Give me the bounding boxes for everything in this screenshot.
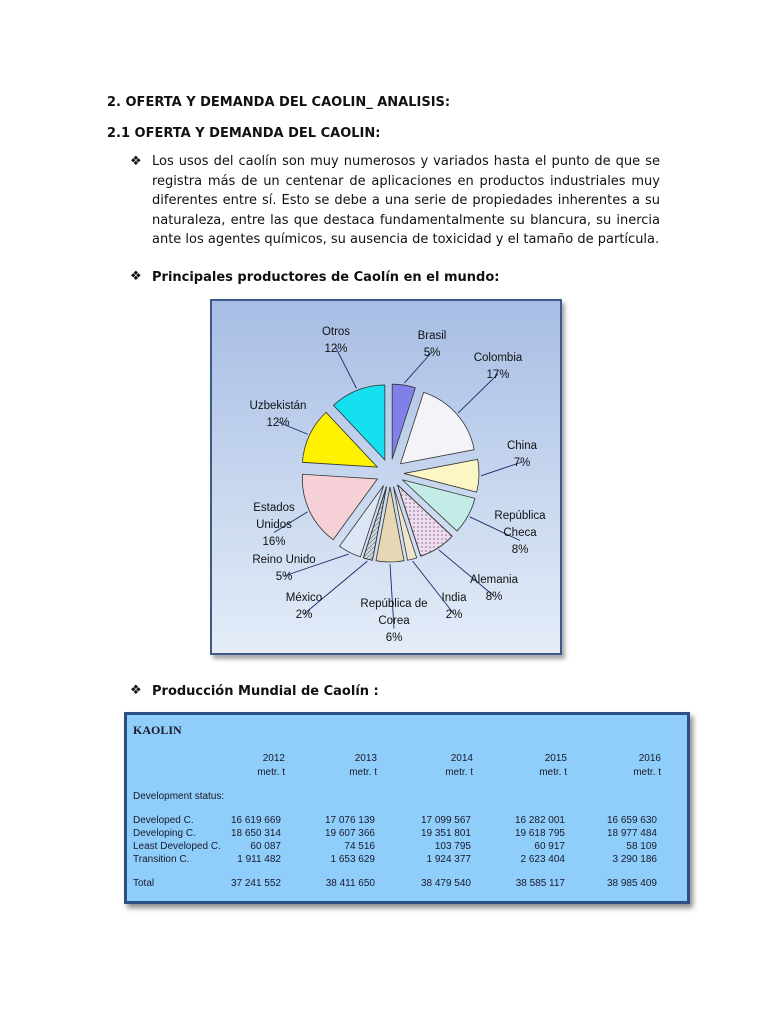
- pie-label: 17%: [486, 369, 510, 381]
- bullet-icon: ❖: [130, 154, 142, 169]
- pie-label: India: [441, 592, 467, 604]
- section-label: Development status:: [133, 791, 225, 802]
- pie-label: Otros: [321, 326, 351, 338]
- pie-slice-república-de-corea: [376, 487, 404, 562]
- bullet-icon: ❖: [130, 269, 142, 284]
- pie-slices: [302, 384, 479, 562]
- pie-label: 5%: [275, 571, 293, 583]
- usos-line: sí. Esto se debe a una serie de propiedades inherentes a su naturaleza, entre las que: [152, 193, 660, 228]
- kaolin-production-table: [124, 712, 690, 904]
- pie-label: República de: [360, 598, 428, 610]
- pie-label: Corea: [378, 615, 410, 627]
- bullet-productores: Principales productores de Caolín en el mundo:: [152, 270, 500, 285]
- table-cell: 38 985 409: [606, 878, 657, 889]
- year-header: 2015: [544, 753, 567, 764]
- usos-line: Los usos del caolín son muy numerosos y variados hasta el punto de que se registra: [152, 154, 660, 189]
- table-title: KAOLIN: [133, 723, 182, 737]
- table-cell: 60 087: [250, 841, 281, 852]
- table-cell: 38 585 117: [515, 878, 565, 889]
- table-cell: 1 911 482: [237, 854, 281, 865]
- table-cell: 3 290 186: [612, 854, 657, 865]
- row-label: Developed C.: [133, 815, 194, 826]
- table-cell: 16 619 669: [230, 815, 281, 826]
- year-header: 2016: [638, 753, 661, 764]
- pie-label: 6%: [385, 632, 403, 644]
- heading-oferta-demanda: 2.1 OFERTA Y DEMANDA DEL CAOLIN:: [107, 126, 381, 141]
- pie-label: Uzbekistán: [249, 400, 307, 412]
- table-cell: 16 282 001: [514, 815, 565, 826]
- row-label: Transition C.: [133, 854, 190, 865]
- table-cell: 17 099 567: [420, 815, 471, 826]
- pie-label: 8%: [485, 591, 503, 603]
- table-cell: 38 411 650: [325, 878, 375, 889]
- pie-label: Unidos: [256, 519, 292, 531]
- pie-label: 8%: [511, 544, 529, 556]
- pie-label: Checa: [503, 527, 537, 539]
- pie-label: 2%: [295, 609, 313, 621]
- pie-label: 12%: [266, 417, 290, 429]
- unit-header: metr. t: [445, 767, 473, 778]
- table-cell: 2 623 404: [520, 854, 565, 865]
- pie-label: Alemania: [470, 574, 518, 586]
- table-cell: 18 977 484: [606, 828, 657, 839]
- pie-label: Brasil: [417, 330, 447, 342]
- table-cell: 37 241 552: [230, 878, 281, 889]
- pie-label: República: [494, 510, 546, 522]
- pie-label: 12%: [324, 343, 348, 355]
- pie-label: México: [285, 592, 323, 604]
- year-header: 2013: [354, 753, 377, 764]
- table-cell: 58 109: [626, 841, 657, 852]
- usos-line: destaca fundamentalmente su blancura, su inercia ante los agentes químicos, su: [152, 212, 661, 247]
- pie-slice-colombia: [401, 392, 475, 463]
- pie-label: 16%: [262, 536, 286, 548]
- leader-line: [304, 561, 367, 614]
- year-header: 2012: [262, 753, 285, 764]
- pie-label: 7%: [513, 457, 531, 469]
- table-cell: 1 653 629: [330, 854, 375, 865]
- row-label: Least Developed C.: [133, 841, 221, 852]
- year-header: 2014: [450, 753, 473, 764]
- leader-line: [439, 550, 494, 596]
- table-cell: 103 795: [434, 841, 471, 852]
- unit-header: metr. t: [257, 767, 285, 778]
- pie-label: Estados: [253, 502, 295, 514]
- bullet-icon: ❖: [130, 683, 142, 698]
- row-label: Developing C.: [133, 828, 196, 839]
- row-label: Total: [133, 878, 155, 889]
- table-cell: 16 659 630: [606, 815, 657, 826]
- unit-header: metr. t: [539, 767, 567, 778]
- pie-label: Reino Unido: [252, 554, 316, 566]
- table-cell: 38 479 540: [420, 878, 471, 889]
- pie-label: Colombia: [473, 352, 523, 364]
- table-cell: 60 917: [534, 841, 565, 852]
- unit-header: metr. t: [349, 767, 377, 778]
- unit-header: metr. t: [633, 767, 661, 778]
- pie-label: China: [506, 440, 538, 452]
- table-cell: 19 618 795: [514, 828, 565, 839]
- table-cell: 74 516: [344, 841, 375, 852]
- pie-chart-svg: [212, 301, 560, 653]
- pie-chart-productores: [210, 299, 562, 655]
- table-cell: 18 650 314: [230, 828, 281, 839]
- bullet-produccion: Producción Mundial de Caolín :: [152, 684, 379, 699]
- usos-line: más de un centenar de aplicaciones en productos industriales muy diferentes entre: [152, 173, 660, 208]
- paragraph-usos-caolin: [152, 152, 660, 250]
- table-cell: 1 924 377: [426, 854, 471, 865]
- table-cell: 17 076 139: [324, 815, 375, 826]
- pie-label: 2%: [445, 609, 463, 621]
- heading-oferta-demanda-analisis: 2. OFERTA Y DEMANDA DEL CAOLIN_ ANALISIS:: [107, 95, 451, 110]
- usos-line: ausencia de toxicidad y el tamaño de partícula.: [350, 232, 660, 247]
- table-cell: 19 607 366: [324, 828, 375, 839]
- pie-label: 5%: [423, 347, 441, 359]
- table-cell: 19 351 801: [420, 828, 471, 839]
